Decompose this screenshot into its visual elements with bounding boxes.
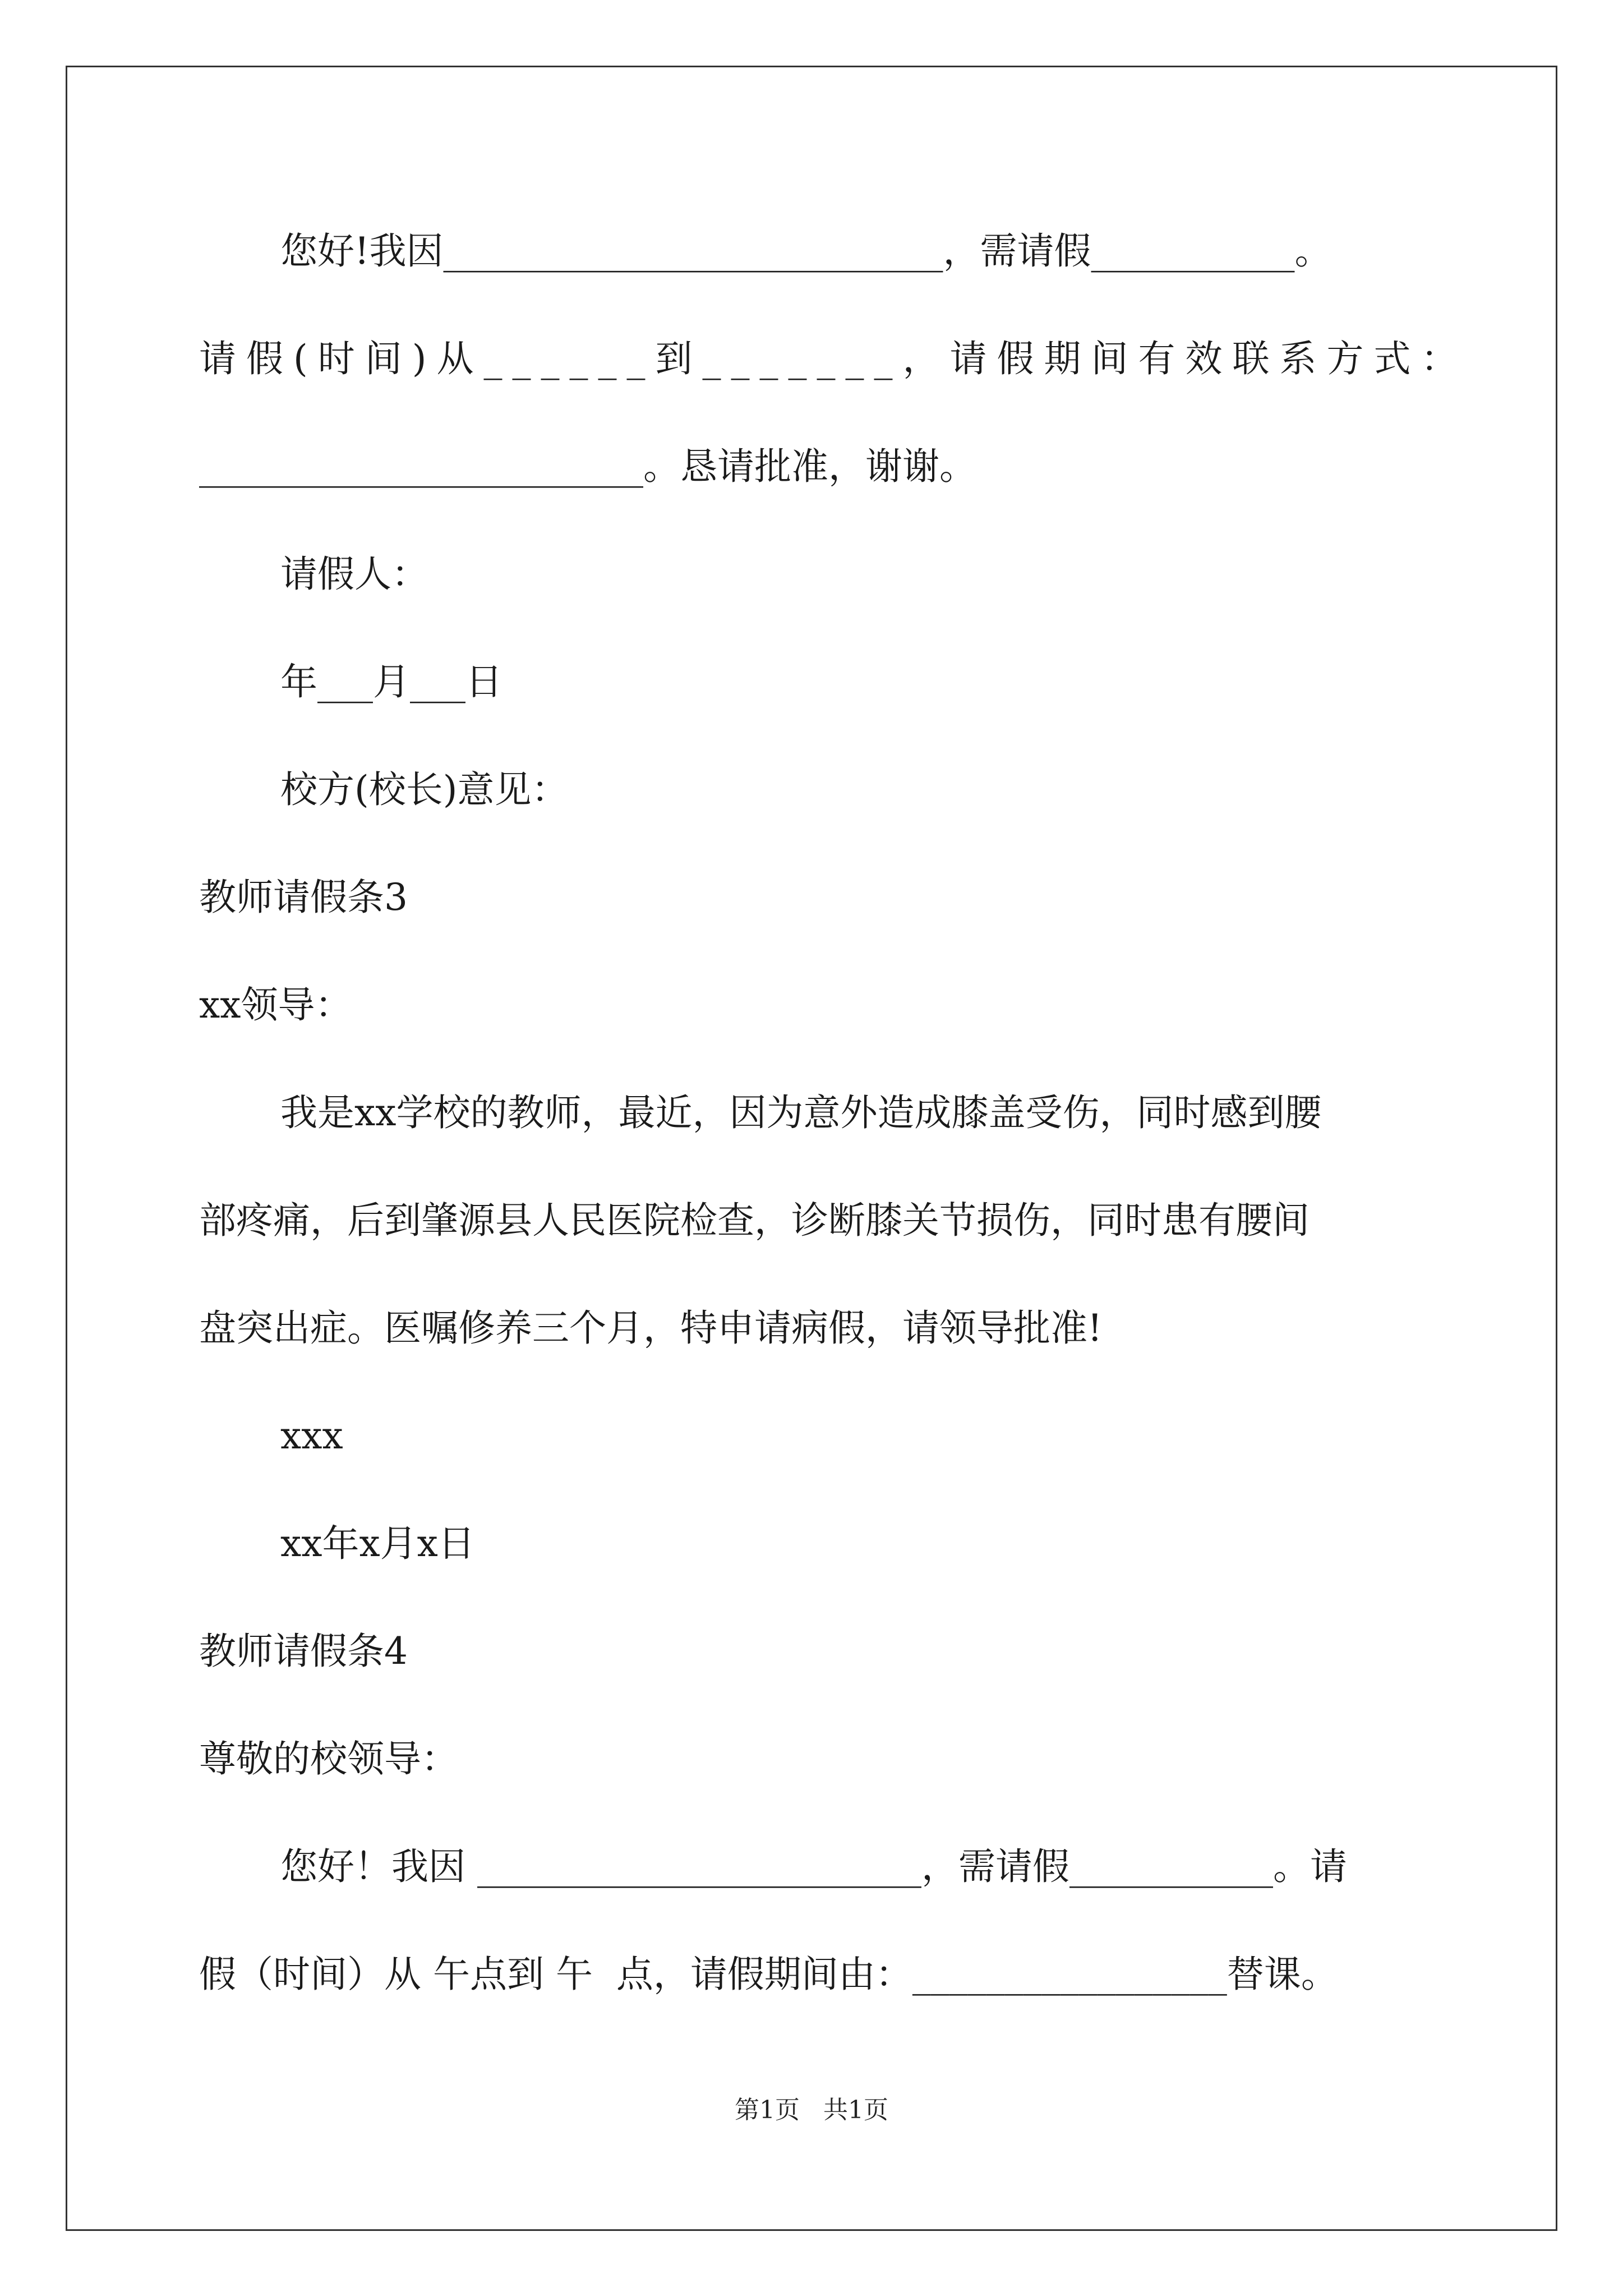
body-paragraph-4-line-1: 您好！我因 ________________________，需请假___________。请	[280, 1845, 1347, 1888]
leave-time-and-contact: 请假(时间)从______到_______，请假期间有效联系方式：	[199, 337, 1468, 380]
signature-3: xxx	[280, 1414, 343, 1457]
leave-request-greeting: 您好!我因___________________________，需请假___________。	[280, 229, 1332, 273]
body-paragraph-3-line-2: 部疼痛，后到肇源县人民医院检查，诊断膝关节损伤，同时患有腰间	[199, 1199, 1310, 1242]
approval-request: ________________________。恳请批准，谢谢。	[199, 445, 976, 488]
salutation-3: xx领导：	[199, 983, 352, 1027]
section-title-4: 教师请假条4	[199, 1630, 408, 1673]
page-number-footer: 第1页 共1页	[735, 2096, 888, 2124]
principal-opinion-label: 校方(校长)意见：	[280, 768, 569, 811]
section-title-3: 教师请假条3	[199, 876, 408, 919]
applicant-label: 请假人：	[280, 553, 428, 596]
salutation-4: 尊敬的校领导：	[199, 1737, 458, 1780]
page-border	[66, 66, 1557, 2231]
date-3: xx年x月x日	[280, 1522, 475, 1565]
body-paragraph-3-line-1: 我是xx学校的教师，最近，因为意外造成膝盖受伤，同时感到腰	[280, 1091, 1322, 1134]
date-line: 年___月___日	[280, 660, 502, 703]
body-paragraph-4-line-2: 假（时间）从 午点到 午 点，请假期间由：_________________替课。	[199, 1953, 1338, 1996]
body-paragraph-3-line-3: 盘突出症。医嘱修养三个月，特申请病假，请领导批准!	[199, 1306, 1103, 1350]
